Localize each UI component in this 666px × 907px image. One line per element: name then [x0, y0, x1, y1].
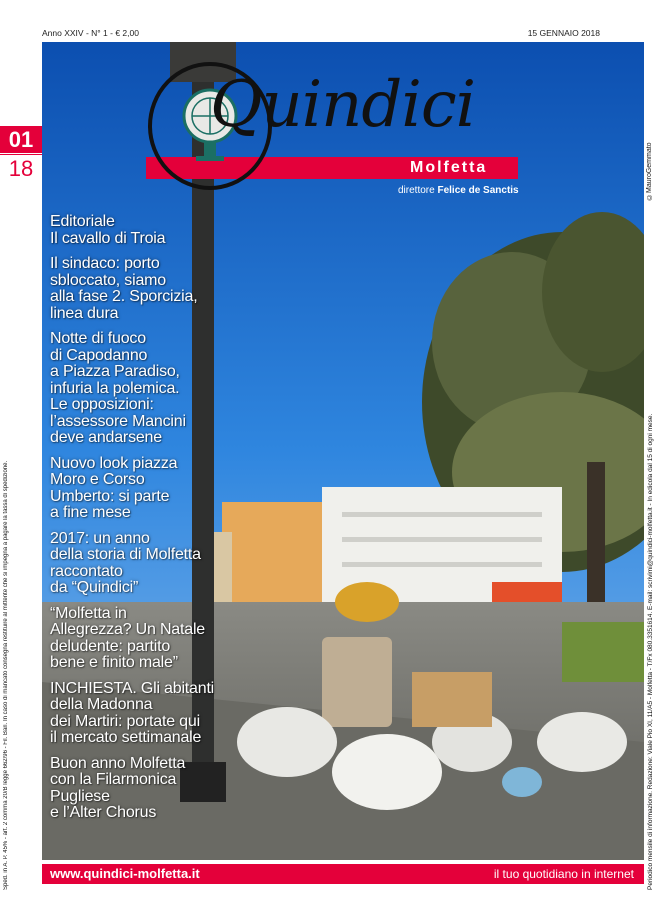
headline-line: Il sindaco: porto: [50, 255, 160, 272]
director-credit: [398, 185, 519, 196]
headline-line: Moro e Corso: [50, 471, 145, 488]
headline-line: da “Quindici”: [50, 579, 139, 596]
headline-line: Allegrezza? Un Natale: [50, 621, 205, 638]
headline-line: Umberto: si parte: [50, 487, 170, 505]
headline[interactable]: [50, 456, 225, 522]
masthead-title: Quindici: [210, 68, 476, 142]
issue-date: 15 GENNAIO 2018: [527, 28, 600, 38]
headline-line: con la Filarmonica: [50, 771, 177, 788]
issue-number: 01: [0, 126, 42, 153]
headline[interactable]: [50, 681, 225, 747]
headline-line: a Piazza Paradiso,: [50, 363, 180, 380]
headline-line: 2017: un anno: [50, 529, 150, 547]
footer-tagline: il tuo quotidiano in internet: [493, 867, 634, 881]
headline-line: Il cavallo di Troia: [50, 229, 166, 247]
headline-line: il mercato settimanale: [50, 729, 202, 746]
headline-line: bene e finito male”: [50, 654, 178, 671]
website-link[interactable]: www.quindici-molfetta.it: [50, 866, 200, 881]
headline[interactable]: [50, 331, 225, 447]
headline-line: Buon anno Molfetta: [50, 754, 186, 772]
headline-line: raccontato: [50, 562, 123, 580]
headline[interactable]: [50, 756, 225, 822]
masthead-city: Molfetta: [410, 159, 488, 176]
headline-line: Nuovo look piazza: [50, 454, 178, 472]
photo-credit: ©MauroGemmato: [646, 142, 653, 200]
headline-list: [50, 214, 225, 831]
headline-line: di Capodanno: [50, 346, 148, 364]
issue-info: Anno XXIV - N° 1 - € 2,00: [42, 28, 139, 38]
director-name: Felice de Sanctis: [437, 185, 519, 196]
headline-line: Notte di fuoco: [50, 330, 146, 347]
headline-line: della Madonna: [50, 696, 153, 713]
headline-line: infuria la polemica.: [50, 379, 180, 397]
headline-line: della storia di Molfetta: [50, 546, 201, 563]
headline-line: alla fase 2. Sporcizia,: [50, 288, 198, 305]
postal-notice: Sped. in A. P. 45% - art. 2 comma 20/B legge 662/96 - Fil. Bari. In caso di mancato consegna restituire al mittente che si impegna a pagare la tassa di spedizione.: [3, 460, 9, 890]
headline-line: Le opposizioni:: [50, 396, 154, 413]
top-bar: [42, 28, 640, 40]
headline-line: dei Martiri: portate qui: [50, 712, 200, 730]
issue-number-badge: [0, 126, 42, 181]
headline[interactable]: [50, 531, 225, 597]
headline-line: linea dura: [50, 304, 119, 322]
director-label: direttore: [398, 185, 435, 196]
issue-year: 18: [0, 154, 42, 182]
publisher-info: Periodico mensile di informazione. Redazione: Viale Pio XI, 11/A5 - Molfetta - T/Fx 080.3351614. E-mail: scrivimi@quindici-molfetta.it - In edicola dal 15 di ogni mese.: [647, 413, 654, 890]
headline-line: e l’Alter Chorus: [50, 804, 157, 821]
headline-line: INCHIESTA. Gli abitanti: [50, 679, 215, 697]
headline-line: Editoriale: [50, 213, 115, 230]
headline-line: “Molfetta in: [50, 604, 127, 622]
headline[interactable]: [50, 606, 225, 672]
headline[interactable]: [50, 214, 225, 247]
footer-bar: [42, 864, 644, 884]
headline-line: deve andarsene: [50, 429, 162, 446]
headline-line: a fine mese: [50, 504, 131, 521]
headline-line: l’assessore Mancini: [50, 412, 186, 430]
headline[interactable]: [50, 256, 225, 322]
headline-line: sbloccato, siamo: [50, 271, 166, 289]
headline-line: Pugliese: [50, 787, 110, 805]
headline-line: deludente: partito: [50, 637, 171, 655]
